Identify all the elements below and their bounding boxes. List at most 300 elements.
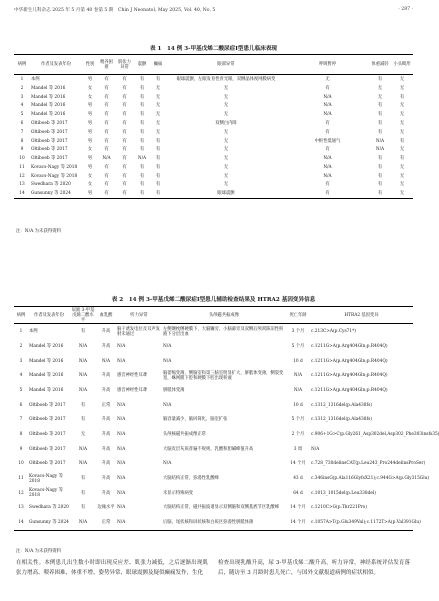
table-cell: 升高	[101, 461, 111, 467]
table-cell: 大脑结构正常，弥漫性乳酸峰	[163, 476, 219, 482]
table-cell: 14	[14, 515, 28, 530]
table-cell: Oltiboeb 等 2017	[31, 147, 68, 153]
table-cell: 有	[377, 77, 383, 83]
table-cell: 男	[87, 112, 93, 118]
table-cell: 有	[139, 182, 145, 188]
table-cell: 后脑、尾状核和屏状核和白质区弥漫性胼胝体薄	[162, 515, 286, 530]
table-row	[14, 163, 413, 172]
table-cell: 11	[19, 164, 25, 170]
column-header: 血乳酸	[96, 307, 116, 324]
table-cell: 无	[223, 147, 229, 153]
table-cell: Swedhara 等 2020	[31, 182, 71, 188]
table-cell: 无	[223, 94, 229, 100]
table-cell: N/A	[323, 94, 332, 100]
table-cell: 8	[19, 432, 23, 437]
table-cell: 无	[155, 103, 161, 109]
table-cell: 女	[87, 182, 93, 188]
table-cell: 有	[122, 112, 127, 118]
table-cell: Oltiboeb 等 2017	[29, 417, 66, 423]
table-cell: 有	[80, 402, 86, 408]
table-cell: 有	[325, 182, 330, 188]
table-row	[14, 413, 413, 428]
table-cell: Kovacs-Nagy 等 2018	[31, 164, 78, 170]
table-cell: N/A	[117, 417, 126, 423]
table-cell: 7	[19, 417, 23, 423]
table-cell: 有	[104, 77, 109, 83]
table-cell: 无	[155, 120, 161, 126]
table-cell: 感音神经性耳聋	[117, 373, 148, 379]
column-header: 尿液 3-甲基戊烯二酸水平	[71, 307, 95, 323]
table-cell: 升高	[101, 343, 111, 349]
table-cell: 有	[134, 189, 150, 198]
table-row	[14, 354, 413, 369]
table-cell: 无	[399, 103, 405, 109]
table-cell: Mandel 等 2016	[31, 85, 66, 91]
table-cell: 无	[155, 85, 161, 91]
table-cell: N/A	[117, 505, 126, 511]
table-row	[14, 84, 413, 93]
table-row	[14, 137, 413, 146]
table-cell: 有	[139, 173, 145, 179]
table-cell: 9	[19, 446, 23, 452]
column-header: 病例	[14, 55, 30, 75]
table-cell: 男	[87, 120, 93, 126]
table-cell: 有	[104, 173, 109, 179]
table-cell: Oltiboeb 等 2017	[29, 446, 66, 452]
table-cell: c.1057A>T(p.Glu349Val);c.1172T>A(p.Val391Glu)	[310, 515, 413, 530]
table-cell: 有	[155, 147, 161, 153]
table-row	[14, 172, 413, 181]
table-cell: 10 d	[293, 358, 303, 364]
table2-caption: 表 2 14 例 3-甲基戊烯二酸尿症Ⅰ型患儿辅助检查结果及 HTRA2 基因变异信息	[111, 297, 316, 303]
table-row	[14, 398, 413, 413]
table-cell: 有	[122, 182, 127, 188]
table-cell: 3 周	[293, 446, 303, 452]
table-row	[14, 501, 413, 516]
table-cell: 本例	[31, 77, 40, 83]
table-cell: 有	[122, 94, 127, 100]
table-cell: 无	[399, 77, 405, 83]
table-cell: N/A	[78, 387, 88, 393]
column-header: 听力异常	[116, 307, 162, 324]
table-cell: 5 个月	[291, 417, 305, 423]
table-cell: 1	[20, 77, 24, 83]
table-cell: 64 d	[293, 490, 303, 496]
table-cell: N/A	[163, 343, 172, 349]
table-cell: N/A	[102, 156, 111, 162]
table-cell: Oltiboeb 等 2017	[31, 120, 68, 126]
table-cell: 无	[223, 173, 229, 179]
table-cell: 8	[20, 138, 24, 144]
table-cell: 14 个月	[290, 505, 306, 511]
table-cell: 男	[87, 156, 93, 162]
table-cell: 6	[19, 402, 23, 408]
table-cell: 有	[122, 138, 127, 144]
table-cell: 有	[104, 112, 109, 118]
table-cell: 3	[20, 94, 24, 100]
table-cell: 14 个月	[290, 461, 306, 467]
table-cell: 有	[399, 94, 405, 100]
table-row	[14, 119, 413, 128]
column-header: 头颅磁共振成像	[162, 307, 286, 324]
table-row	[14, 457, 413, 472]
table-cell: Kovacs-Nagy 等 2018	[29, 488, 63, 499]
table-cell: 男	[87, 77, 93, 83]
table-cell: 有	[104, 182, 109, 188]
table-cell: 无	[223, 85, 229, 91]
table-row	[14, 145, 413, 154]
journal-citation: 中华新生儿科杂志 2025 年 5 月第 40 卷第 5 期 Chin J Neonatol, May 2025, Vol. 40, No. 5	[14, 8, 216, 13]
table-cell: 男	[87, 103, 93, 109]
column-header: 眼部异常	[166, 55, 286, 75]
table-row	[14, 128, 413, 137]
table-cell: 女	[87, 94, 93, 100]
table-cell: Mandel 等 2016	[31, 103, 66, 109]
table-cell: 有	[377, 103, 383, 109]
table-cell: 无	[391, 189, 413, 198]
table-cell: 男	[82, 189, 98, 198]
table-cell: N/A	[311, 446, 320, 452]
column-header: 喂养困难	[98, 55, 115, 75]
table-cell: 升高	[101, 432, 111, 437]
table-cell: N/A	[375, 147, 385, 153]
table-cell: c.1211G>A(p.Arg404Gln;p.R404Q)	[311, 343, 388, 349]
table-row	[14, 368, 413, 383]
table-cell: 正常	[96, 515, 116, 530]
table-cell: N/A	[78, 446, 88, 452]
column-header: 性别	[82, 55, 98, 75]
column-header: 癫痫	[150, 55, 166, 75]
table-cell: 男	[87, 138, 93, 144]
table-cell: 14 个月	[286, 515, 310, 530]
body-text-right: 检查出现乳酸升高，尿 3-甲基戊烯二酸升高，听力异常，神经系统评估发育落后，随访至 3 月龄时患儿死亡，与国外文献报道病例的症状相似。	[218, 560, 410, 576]
table-cell: c.1211G>A(p.Arg404Gln;p.R404Q)	[311, 373, 388, 379]
table-cell: 感音神经性耳聋	[117, 387, 148, 393]
table-cell: 有	[80, 476, 86, 482]
table-cell: 有	[325, 129, 330, 135]
table-cell: 无	[80, 432, 86, 437]
table-cell: 有	[139, 85, 145, 91]
table-cell: 无	[399, 120, 405, 126]
table-cell: 男	[87, 164, 93, 170]
table-cell: 有	[122, 164, 127, 170]
table-cell: Oltiboeb 等 2017	[31, 156, 68, 162]
table-cell: 无	[325, 77, 330, 83]
table-cell: 10	[19, 156, 25, 162]
table-cell: 2	[19, 343, 23, 349]
table-cell: 有	[139, 120, 145, 126]
table-cell: 10	[18, 461, 24, 467]
table-cell: 胼胝体变薄	[163, 387, 185, 393]
table-cell: 有	[104, 129, 109, 135]
column-header: 病例	[14, 307, 28, 324]
table-cell: 眼球震颤，左眼发育性青光眼，双侧晶体视网膜病变	[176, 77, 276, 83]
table-cell: 无	[399, 173, 405, 179]
table-cell: 男	[87, 129, 93, 135]
table-cell: 有	[155, 77, 161, 83]
table-cell: 有	[98, 189, 115, 198]
column-header: 死亡年龄	[286, 307, 310, 324]
column-header: HTRA2 基因变异	[310, 307, 413, 324]
table-cell: 无	[155, 112, 161, 118]
table-cell: 有	[377, 164, 383, 170]
table-cell: N/A	[117, 461, 126, 467]
table-cell: 双侧白内障	[215, 120, 237, 126]
column-header: 肌张力异常	[115, 55, 134, 75]
table-row	[14, 442, 413, 457]
table-row	[14, 383, 413, 398]
table-cell: 无	[399, 85, 405, 91]
table-cell: c.213C>A(p.Cys71*)	[311, 329, 356, 335]
table-cell: N/A	[323, 164, 332, 170]
table-cell: 有	[377, 182, 383, 188]
table-cell: 4	[19, 373, 23, 379]
table-cell: 大脑皮层灰质普遍不规则，乳酸和胆碱峰值升高	[163, 446, 254, 452]
table2-investigations	[14, 306, 439, 531]
table-cell: 3	[19, 358, 23, 364]
table-cell: 有	[155, 138, 161, 144]
table-cell: 1	[19, 329, 23, 335]
table-cell: 无	[377, 94, 383, 100]
table-cell: 无	[399, 182, 405, 188]
table-cell: 中枢性低通气	[314, 138, 341, 144]
table-cell: 有	[139, 103, 145, 109]
table-cell: 有	[80, 417, 86, 423]
table-cell: 5	[20, 112, 24, 118]
table-cell: 有	[139, 147, 145, 153]
table-cell: 有	[122, 173, 127, 179]
table-cell: 脑萎缩变薄，侧脑室和第三脑室明显扩大，胼胝体变薄，侧裂变宽，蛛网膜下腔和硬膜下腔出现积液	[163, 370, 284, 381]
table-cell: N/A	[163, 461, 172, 467]
table-cell: 13	[19, 182, 25, 188]
table-cell: c.1013_1015del(p.Leu338del)	[311, 490, 376, 496]
table-row	[14, 181, 413, 190]
table-cell: N/A	[323, 156, 332, 162]
table2-note: 注：N/A 为未获得资料	[16, 549, 62, 554]
table-cell: 大脑结构正常，磁共振波谱显示双侧脑和双侧基底节区乳酸峰	[163, 505, 280, 511]
table-cell: 有	[80, 490, 86, 496]
table1-note: 注：N/A 为未获得资料	[16, 229, 62, 234]
table-cell: 4	[20, 103, 24, 109]
table-cell: Kovacs-Nagy 等 2018	[31, 173, 78, 179]
table-cell: Kovacs-Nagy 等 2018	[29, 473, 63, 484]
table-cell: c.1211G>A(p.Arg404Gln;p.R404Q)	[311, 358, 388, 364]
table-row	[14, 189, 413, 198]
table-cell: 无	[399, 129, 405, 135]
table-cell: 无	[155, 129, 161, 135]
table-cell: N/A	[78, 373, 88, 379]
table-cell: Oltiboeb 等 2017	[29, 461, 66, 467]
table-cell: 升高	[101, 476, 111, 482]
column-header: 呼吸暂停	[286, 55, 369, 75]
table-row	[14, 471, 413, 486]
table-cell: 有	[325, 120, 330, 126]
table-cell: 无	[223, 129, 229, 135]
table-cell: Oltiboeb 等 2017	[29, 432, 66, 437]
table-cell: c.1312_1316del(p.Ala438fs)	[311, 417, 372, 423]
table-cell: 有	[377, 112, 383, 118]
table-cell: N/A	[117, 446, 126, 452]
table-cell: 2 个月	[291, 432, 305, 437]
table-cell: c.728_730delinsCAT(p.Leu243_Pro244delinsProSer)	[311, 461, 426, 467]
table-cell: 5 个月	[291, 343, 305, 349]
table-cell: 眼球震颤	[166, 189, 286, 198]
table-cell: 有	[80, 329, 86, 335]
table-cell: 女	[87, 173, 93, 179]
table-cell: 有	[104, 138, 109, 144]
table-cell: 有	[115, 189, 134, 198]
table-cell: N/A	[117, 358, 126, 364]
table-cell: 脑容量减少，脑回简化，脑室扩张	[163, 417, 228, 423]
table-cell: c.906+1G>C(p.Gly261_Asp302del,Asp302_Phe303insfs35)	[311, 432, 439, 437]
table-cell: Mandel 等 2016	[31, 112, 66, 118]
table-cell: c.1312_1316del(p.Ala438fs)	[311, 402, 372, 408]
column-header: 震颤	[134, 55, 150, 75]
table-cell: 有	[139, 129, 145, 135]
table-cell: Mandel 等 2016	[29, 373, 64, 379]
table-cell: 无	[155, 94, 161, 100]
table-cell: 有	[104, 85, 109, 91]
table-cell: 11	[18, 476, 24, 482]
table-cell: 12	[18, 490, 24, 496]
table-cell: 有	[104, 147, 109, 153]
table-cell: N/A	[163, 358, 172, 364]
table-cell: 5	[19, 387, 23, 393]
table-cell: Oltiboeb 等 2017	[31, 129, 68, 135]
table-cell: Gunsunny 等 2024	[28, 515, 70, 530]
table-row	[14, 339, 413, 354]
table-cell: 有	[377, 120, 383, 126]
table1-clinical-features	[14, 54, 413, 199]
table-cell: N/A	[323, 173, 332, 179]
table-cell: 有	[122, 147, 127, 153]
table-cell: N/A	[117, 432, 126, 437]
table-cell: 有	[122, 129, 127, 135]
table-cell: 升高	[101, 446, 111, 452]
table-cell: c.1210C>G(p.Thr221Pro)	[311, 505, 367, 511]
table-cell: 有	[369, 189, 391, 198]
table-cell: 有	[104, 164, 109, 170]
table-cell: N/A	[323, 112, 332, 118]
table-cell: 升高	[101, 490, 111, 496]
table-row	[14, 154, 413, 163]
table-cell: 本例	[29, 329, 38, 335]
table-cell: 10 d	[293, 402, 303, 408]
table-cell: 有	[122, 120, 127, 126]
table-cell: 有	[122, 103, 127, 109]
column-header: 作者及发表年份	[28, 307, 70, 324]
table-cell: c.1211G>A(p.Arg404Gln;p.R404Q)	[311, 387, 388, 393]
table-cell: 正常	[101, 402, 111, 408]
table-cell: 女	[87, 147, 93, 153]
table-cell: c.346insG(p.Ala116GlyfsX21);c.944G>A(p.Gly315Glu)	[311, 476, 430, 482]
table-cell: N/A	[116, 515, 162, 530]
table-cell: Mandel 等 2016	[29, 358, 64, 364]
table-row	[14, 324, 413, 339]
table-cell: 有	[139, 94, 145, 100]
table-cell: Mandel 等 2016	[31, 94, 66, 100]
table-cell: 有	[155, 156, 161, 162]
table-cell: N/A	[70, 515, 96, 530]
table-cell: 7	[20, 129, 24, 135]
table-cell: N/A	[101, 358, 111, 364]
table-cell: 14	[14, 189, 30, 198]
table-cell: 升高	[101, 417, 111, 423]
table-cell: 无	[223, 156, 229, 162]
table-cell: N/A	[117, 476, 126, 482]
table-cell: 无	[399, 112, 405, 118]
table1-caption: 表 1 14 例 3-甲基戊烯二酸尿症Ⅰ型患儿临床表现	[149, 46, 278, 52]
table-cell: 有	[139, 138, 145, 144]
table-row	[14, 75, 413, 84]
table-cell: 无	[223, 138, 229, 144]
table-cell: 头颅核磁共振成像正常	[163, 432, 206, 437]
table-cell: 无	[223, 182, 229, 188]
table-cell: 无	[399, 164, 405, 170]
table-cell: Oltiboeb 等 2017	[31, 138, 68, 144]
table-cell: 有	[139, 164, 145, 170]
table-cell: 6	[20, 120, 24, 126]
table-cell: 左侧颞枕侧硬膜下、大脑镰旁、小脑幕旁及双侧后颅窝陈旧性积液下分层出血	[163, 326, 284, 337]
table-cell: N/A	[163, 402, 172, 408]
table-cell: Swedhara 等 2020	[29, 505, 69, 511]
table-cell: 无	[223, 112, 229, 118]
table-cell: N/A	[117, 402, 126, 408]
table-cell: 无	[399, 147, 405, 153]
table-cell: 脑干诱发电位及耳声发射未通过	[117, 326, 160, 337]
table-cell: 无	[223, 164, 229, 170]
table-cell: N/A	[78, 358, 88, 364]
table-cell: 12	[19, 173, 25, 179]
page-number: · 287 ·	[398, 7, 413, 12]
table-cell: 有	[139, 77, 145, 83]
table-cell: 有	[122, 156, 127, 162]
table-cell: N/A	[78, 461, 88, 467]
table-cell: N/A	[323, 103, 332, 109]
table-cell: 有	[399, 156, 405, 162]
table-cell: Gunsunny 等 2024	[30, 189, 82, 198]
table-cell: 无	[223, 103, 229, 109]
table-cell: 有	[325, 147, 330, 153]
table-cell: 有	[139, 112, 145, 118]
table-cell: Mandel 等 2016	[29, 387, 64, 393]
table-cell: 有	[399, 138, 405, 144]
table-cell: 有	[155, 164, 161, 170]
column-header: 小头畸形	[391, 55, 413, 75]
table-row	[14, 515, 413, 530]
table-cell: N/A	[375, 138, 385, 144]
table-cell: 有	[122, 85, 127, 91]
table-cell: N/A	[78, 343, 88, 349]
table-cell: 升高	[101, 387, 111, 393]
table-cell: 有	[286, 189, 369, 198]
table-cell: 有	[104, 94, 109, 100]
table-row	[14, 93, 413, 102]
table-cell: 无	[377, 85, 383, 91]
table-cell: 有	[104, 103, 109, 109]
table-cell: 3 个月	[291, 329, 305, 335]
table-cell: 有	[104, 120, 109, 126]
table-row	[14, 102, 413, 111]
body-text-left: 在相关性。本例患儿出生数小时即出现反应差、肌张力减低，之后逐渐出现肌张力增高、喂养困难、体重不增、姿势异常、眼球震颤及疑似癫痫发作，生化	[16, 560, 208, 576]
table-row	[14, 427, 413, 442]
table-row	[14, 110, 413, 119]
table-cell: 有	[122, 77, 127, 83]
table-cell: 有	[325, 85, 330, 91]
table-cell: 未显示特殊病变	[163, 490, 194, 496]
table-cell: 9	[20, 147, 24, 153]
table-cell: 13	[18, 505, 24, 511]
